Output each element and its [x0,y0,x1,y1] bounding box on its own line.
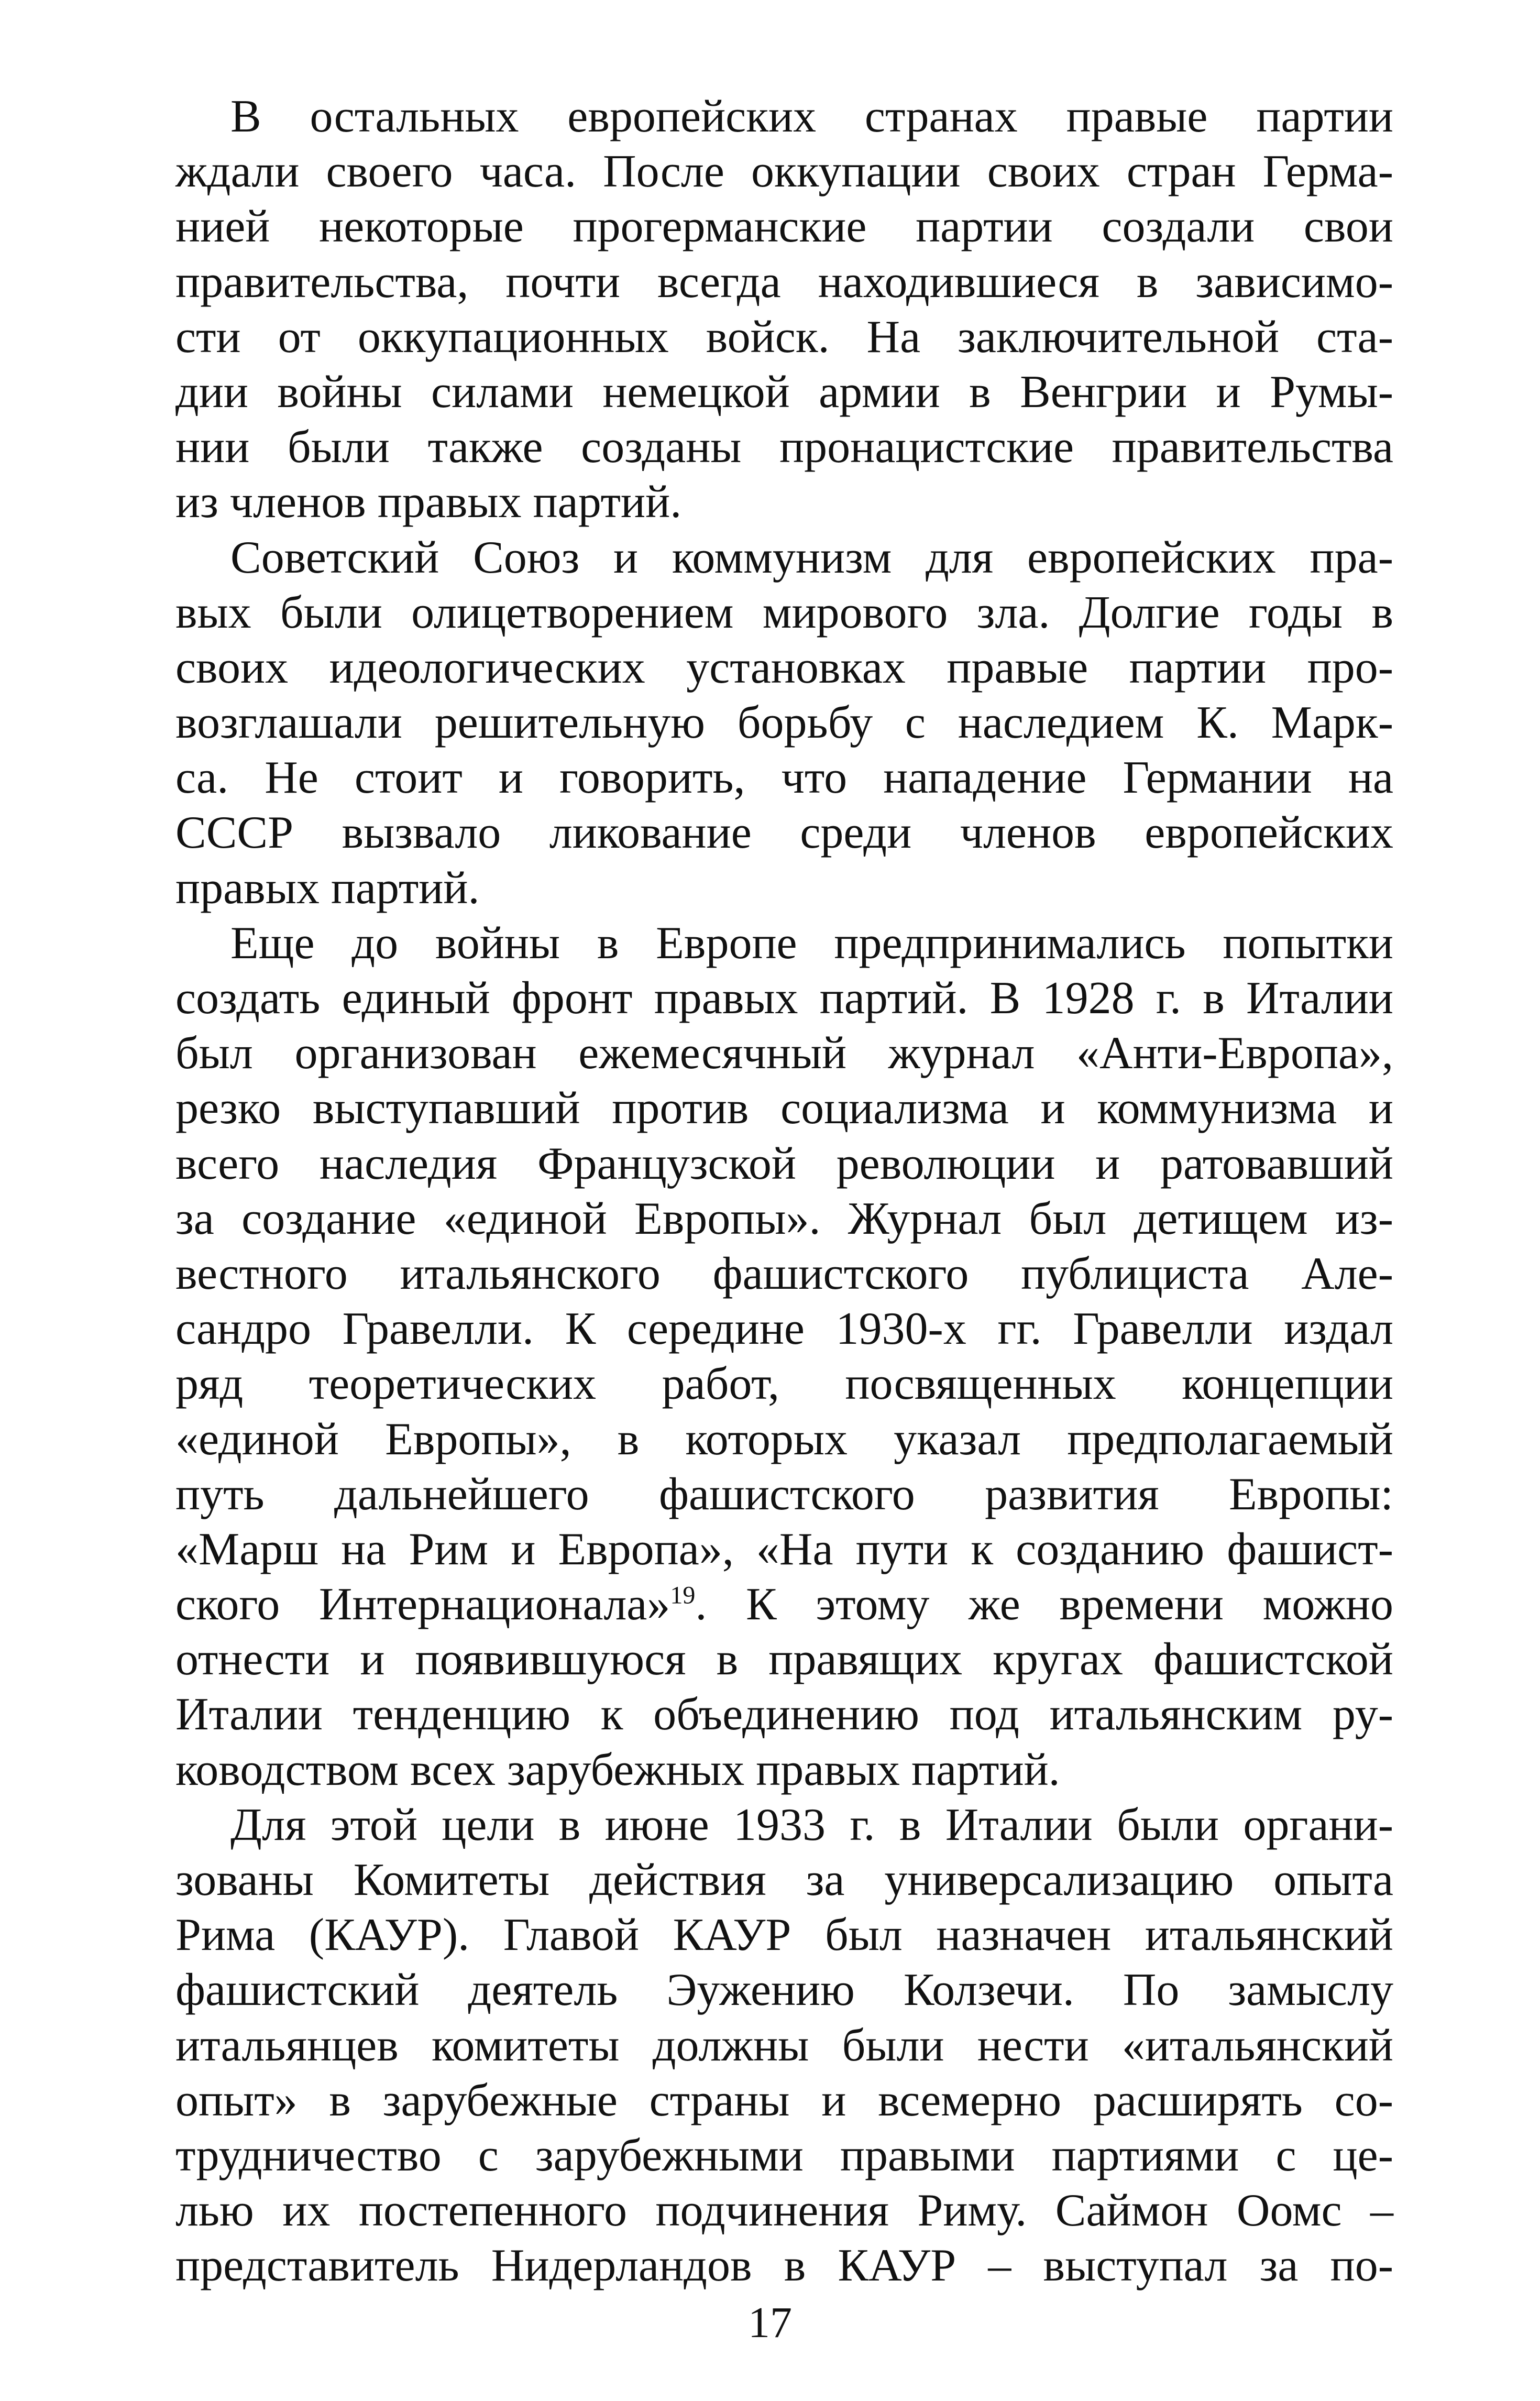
text-line: фашистский деятель Эужению Колзечи. По замыслу [175,1965,1393,2016]
text-line: «Марш на Рим и Европа», «На пути к созданию фашист- [175,1523,1393,1575]
text-line: трудничество с зарубежными правыми партиями с це- [175,2130,1393,2181]
paragraph-3 [175,916,1393,1797]
text-line: Для этой цели в июне 1933 г. в Италии были органи- [230,1799,1393,1850]
body-text [175,89,1393,2294]
text-line: был организован ежемесячный журнал «Анти-Европа», [175,1028,1393,1079]
text-line: нии были также созданы пронацистские правительства [175,422,1393,473]
text-line: ряд теоретических работ, посвященных концепции [175,1358,1393,1410]
text-line: правых партий. [175,862,480,914]
text-line: Еще до войны в Европе предпринимались попытки [230,917,1393,969]
text-line: вых были олицетворением мирового зла. Долгие годы в [175,587,1393,638]
text-line: своих идеологических установках правые партии про- [175,642,1393,693]
text-line: СССР вызвало ликование среди членов европейских [175,807,1393,859]
text-line: представитель Нидерландов в КАУР – выступал за по- [175,2240,1393,2292]
text-line: за создание «единой Европы». Журнал был детищем из- [175,1193,1393,1244]
text-line: лью их постепенного подчинения Риму. Саймон Оомс – [175,2185,1393,2236]
text-line: опыт» в зарубежные страны и всемерно расширять со- [175,2075,1393,2126]
text-line: итальянцев комитеты должны были нести «итальянский [175,2020,1393,2071]
text-line: «единой Европы», в которых указал предполагаемый [175,1413,1393,1465]
text-line: вестного итальянского фашистского публициста Але- [175,1248,1393,1299]
footnote-reference[interactable]: 19 [670,1581,696,1609]
text-line: сандро Гравелли. К середине 1930-х гг. Гравелли издал [175,1303,1393,1355]
text-line: создать единый фронт правых партий. В 1928 г. в Италии [175,973,1393,1024]
text-line: Советский Союз и коммунизм для европейских пра- [230,532,1393,583]
text-line: зованы Комитеты действия за универсализацию опыта [175,1855,1393,1905]
paragraph-1 [175,89,1393,530]
text-line: В остальных европейских странах правые партии [230,91,1393,142]
page-number: 17 [748,2298,792,2347]
text-line: са. Не стоит и говорить, что нападение Германии на [175,752,1393,804]
text-line: резко выступавший против социализма и коммунизма и [175,1083,1393,1134]
text-line: возглашали решительную борьбу с наследием К. Марк- [175,697,1393,749]
text-segment: ского Интернационала» [175,1579,670,1630]
text-line: правительства, почти всегда находившиеся в зависимо- [175,256,1393,308]
text-line: дии войны силами немецкой армии в Венгрии и Румы- [175,366,1393,418]
paragraph-4 [175,1797,1393,2294]
text-line: Италии тенденцию к объединению под итальянским ру- [175,1689,1393,1740]
paragraph-2 [175,530,1393,916]
text-segment: . К этому же времени можно [695,1579,1393,1630]
text-line: отнести и появившуюся в правящих кругах фашистской [175,1634,1393,1685]
text-line: всего наследия Французской революции и ратовавший [175,1138,1393,1189]
text-line: Рима (КАУР). Главой КАУР был назначен итальянский [175,1910,1393,1961]
text-line: нией некоторые прогерманские партии создали свои [175,201,1393,253]
text-line: ждали своего часа. После оккупации своих стран Герма- [175,146,1393,198]
text-line-with-footnote [175,1577,1393,1632]
text-line: ководством всех зарубежных правых партий. [175,1744,1060,1795]
text-line: из членов правых партий. [175,477,682,528]
text-line: путь дальнейшего фашистского развития Европы: [175,1468,1393,1520]
text-line: сти от оккупационных войск. На заключительной ста- [175,311,1393,363]
